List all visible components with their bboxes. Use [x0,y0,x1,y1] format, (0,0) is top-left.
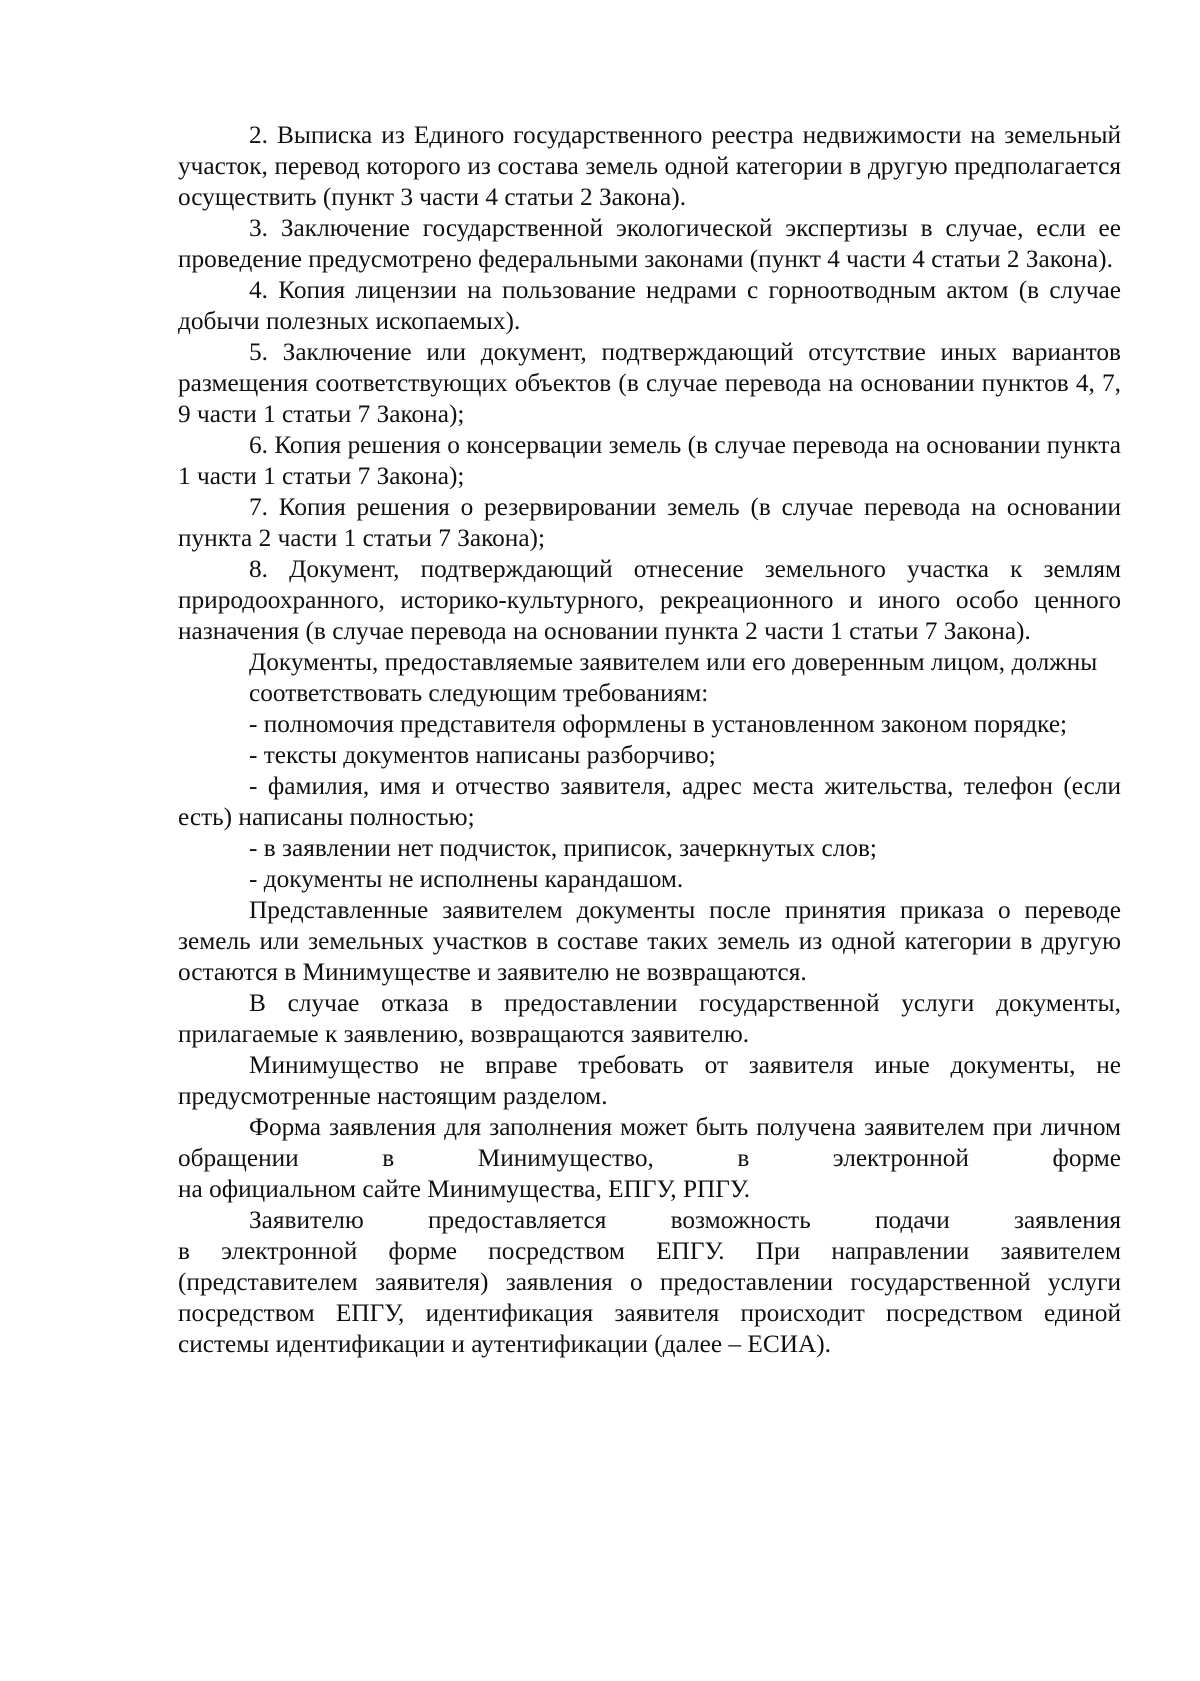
paragraph-item-8: 8. Документ, подтверждающий отнесение земельного участка к землям природоохранного, историко-культурного, рекреационного и иного особо ценного назначения (в случае перевода на основании пункта 2 части 1 статьи 7 Закона). [178,555,1121,645]
requirement-item-no-corrections: - в заявлении нет подчисток, приписок, зачеркнутых слов; [249,834,877,862]
paragraph-refusal-return: В случае отказа в предоставлении государственной услуги документы, прилагаемые к заявлению, возвращаются заявителю. [178,989,1121,1048]
paragraph-application-form: Форма заявления для заполнения может быть получена заявителем при личном обращении в Минимущество, в электронной форме [178,1113,1121,1172]
paragraph-item-7: 7. Копия решения о резервировании земель (в случае перевода на основании пункта 2 части 1 статьи 7 Закона); [178,493,1121,552]
paragraph-documents-requirements-intro: Документы, предоставляемые заявителем или его доверенным лицом, должны [249,648,1098,676]
requirement-item-full-name: - фамилия, имя и отчество заявителя, адрес места жительства, телефон (если есть) написаны полностью; [178,772,1121,831]
paragraph-item-2: 2. Выписка из Единого государственного реестра недвижимости на земельный участок, перевод которого из состава земель одной категории в другую предполагается осуществить (пункт 3 части 4 статьи 2 Закона). [178,121,1121,211]
paragraph-item-6: 6. Копия решения о консервации земель (в случае перевода на основании пункта 1 части 1 статьи 7 Закона); [178,431,1121,490]
requirement-item-legible: - тексты документов написаны разборчиво; [249,741,716,769]
paragraph-requirements-continuation: соответствовать следующим требованиям: [249,679,709,707]
document-body [178,120,1121,1360]
paragraph-item-3: 3. Заключение государственной экологической экспертизы в случае, если ее проведение предусмотрено федеральными законами (пункт 4 части 4 статьи 2 Закона). [178,214,1121,273]
requirement-item-authority: - полномочия представителя оформлены в установленном законом порядке; [249,710,1068,738]
requirement-item-no-pencil: - документы не исполнены карандашом. [249,865,684,893]
paragraph-application-form-continuation: на официальном сайте Минимущества, ЕПГУ, РПГУ. [178,1175,751,1203]
paragraph-esia-identification: в электронной форме посредством ЕПГУ. При направлении заявителем (представителем заявителя) заявления о предоставлении государственной услуги посредством ЕПГУ, идентификация заявителя происходит посредством единой системы идентификации и аутентификации (далее – ЕСИА). [178,1237,1121,1358]
paragraph-documents-retained: Представленные заявителем документы после принятия приказа о переводе земель или земельных участков в составе таких земель из одной категории в другую остаются в Минимуществе и заявителю не возвращаются. [178,896,1121,986]
paragraph-item-5: 5. Заключение или документ, подтверждающий отсутствие иных вариантов размещения соответствующих объектов (в случае перевода на основании пунктов 4, 7, 9 части 1 статьи 7 Закона); [178,338,1121,428]
paragraph-no-extra-documents: Минимущество не вправе требовать от заявителя иные документы, не предусмотренные настоящим разделом. [178,1051,1121,1110]
paragraph-electronic-submission: Заявителю предоставляется возможность подачи заявления [249,1206,1121,1234]
paragraph-item-4: 4. Копия лицензии на пользование недрами с горноотводным актом (в случае добычи полезных ископаемых). [178,276,1121,335]
